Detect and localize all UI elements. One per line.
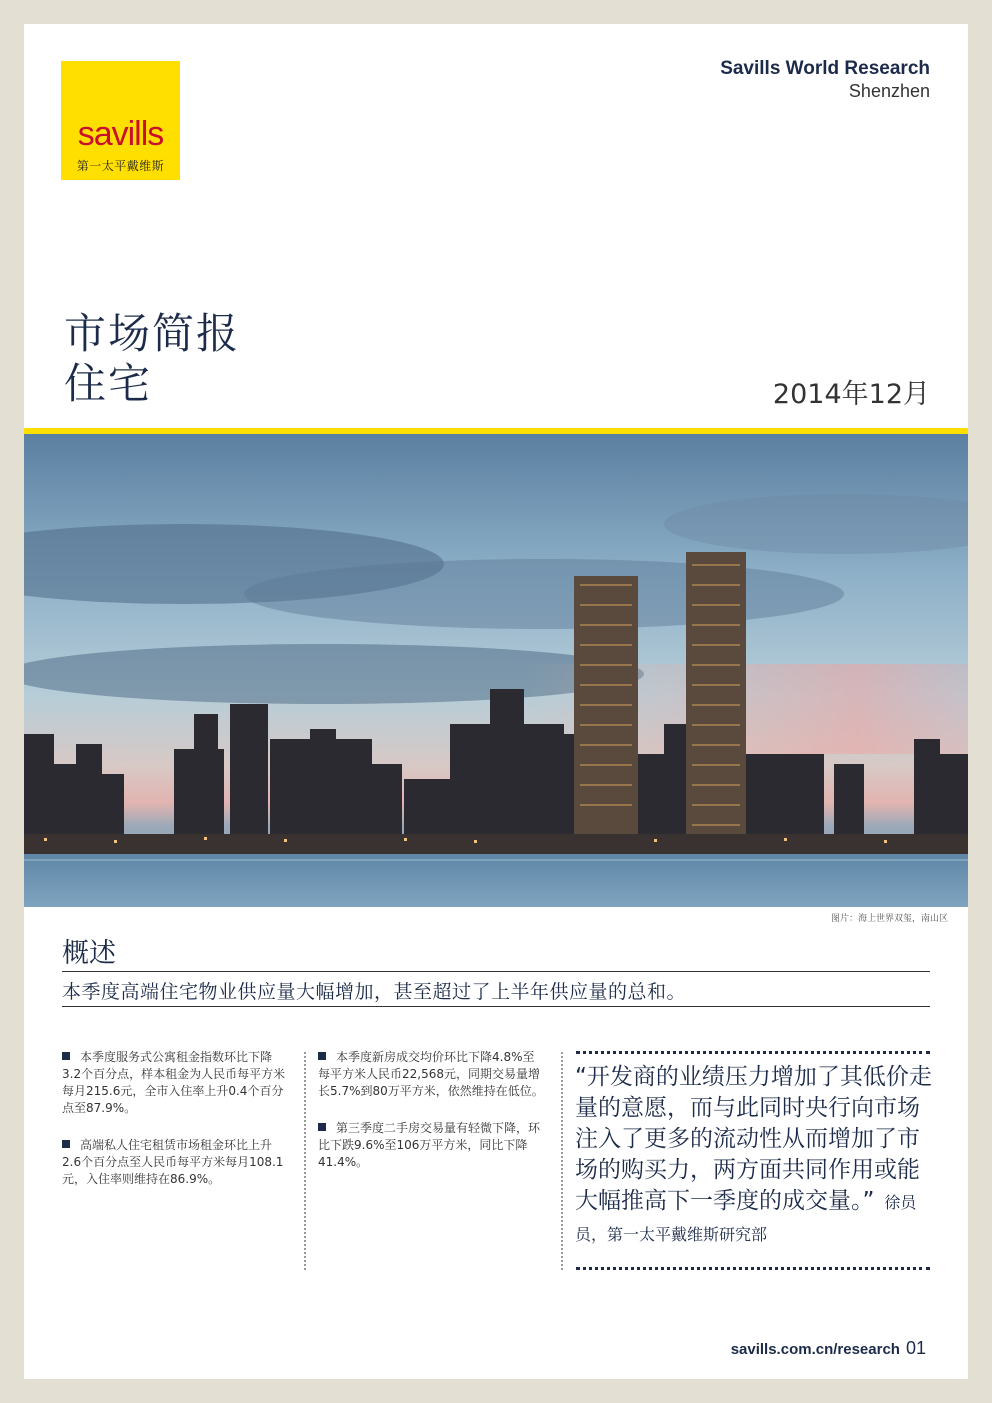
quote-rule-bottom — [576, 1267, 930, 1270]
research-brand — [720, 58, 930, 102]
report-page — [24, 24, 968, 1379]
bullet-square-icon — [62, 1140, 70, 1148]
quote-rule-top — [576, 1051, 930, 1054]
title-line-2: 住宅 — [64, 359, 153, 408]
bullet-item — [62, 1049, 290, 1117]
issue-date: 2014年12月 — [772, 379, 930, 410]
bullet-item — [318, 1049, 546, 1100]
report-title — [64, 309, 240, 409]
savills-logo[interactable] — [61, 61, 180, 180]
page-number: 01 — [905, 1338, 926, 1358]
page-footer — [731, 1338, 926, 1359]
quote-text: “开发商的业绩压力增加了其低价走量的意愿，而与此同时央行向市场注入了更多的流动性从而增加了市场的购买力，两方面共同作用或能大幅推高下一季度的成交量。” — [575, 1064, 932, 1214]
bullet-text: 本季度新房成交均价环比下降4.8%至每平方米人民币22,568元，同期交易量增长5.7%到80万平方米，依然维持在低位。 — [318, 1050, 544, 1098]
bullet-square-icon — [318, 1052, 326, 1060]
bullet-text: 第三季度二手房交易量有轻微下降，环比下跌9.6%至106万平方米，同比下降41.4%。 — [318, 1121, 541, 1169]
logo-wordmark: savills — [77, 115, 164, 153]
bullet-square-icon — [318, 1123, 326, 1131]
column-divider — [561, 1052, 563, 1270]
skyline-illustration — [24, 434, 968, 907]
brand-city: Shenzhen — [848, 81, 930, 101]
bullet-column-1 — [62, 1049, 290, 1208]
footer-url-link[interactable]: savills.com.cn/research — [730, 1341, 900, 1358]
column-divider — [304, 1052, 306, 1270]
overview-rule-bottom — [62, 1006, 930, 1007]
title-line-1: 市场简报 — [64, 309, 241, 358]
bullet-item — [318, 1120, 546, 1171]
overview-heading: 概述 — [62, 938, 116, 969]
bullet-text: 高端私人住宅租赁市场租金环比上升2.6个百分点至人民币每平方米每月108.1元，入住率则维持在86.9%。 — [62, 1138, 284, 1186]
bullet-square-icon — [62, 1052, 70, 1060]
bullet-text: 本季度服务式公寓租金指数环比下降3.2个百分点，样本租金为人民币每平方米每月215.6元，全市入住率上升0.4个百分点至87.9%。 — [62, 1050, 286, 1115]
overview-summary: 本季度高端住宅物业供应量大幅增加，甚至超过了上半年供应量的总和。 — [62, 981, 687, 1003]
bullet-column-2 — [318, 1049, 546, 1191]
quote-author: 徐员员，第一太平戴维斯研究部 — [575, 1193, 917, 1244]
photo-caption: 图片：海上世界双玺，南山区 — [830, 914, 948, 924]
overview-rule-top — [62, 971, 930, 972]
bullet-item — [62, 1137, 290, 1188]
brand-title: Savills World Research — [720, 58, 930, 79]
pull-quote — [575, 1062, 937, 1250]
logo-chinese-name: 第一太平戴维斯 — [76, 159, 165, 173]
cover-photo — [24, 434, 968, 907]
